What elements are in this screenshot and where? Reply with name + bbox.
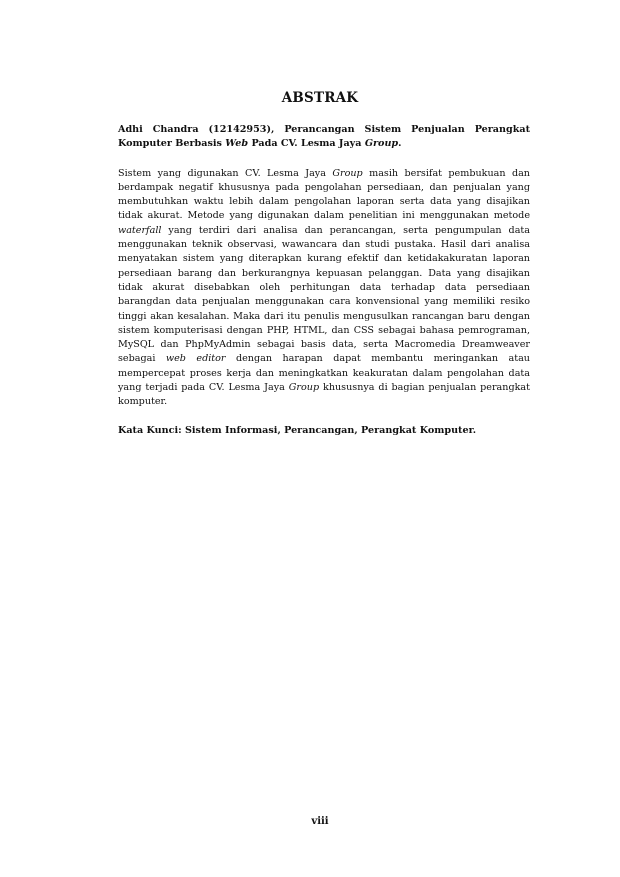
abstract-part4: dengan harapan dapat membantu meringankan atau mempercepat proses kerja dan meningkatkan keakuratan dalam pengolahan data yang terjadi pada CV. Lesma Jaya bbox=[118, 353, 530, 394]
abstract-italic-group1: Group bbox=[332, 167, 363, 179]
author-name: Adhi Chandra (12142953), bbox=[118, 124, 275, 135]
abstract-italic-waterfall: waterfall bbox=[118, 224, 162, 236]
thesis-title-end: . bbox=[398, 138, 402, 150]
thesis-title-part2: Pada CV. Lesma Jaya bbox=[251, 138, 362, 150]
keywords-line: Kata Kunci: Sistem Informasi, Perancangan, Perangkat Komputer. bbox=[118, 424, 477, 436]
abstract-italic-group2: Group bbox=[288, 382, 320, 394]
abstract-part1: Sistem yang digunakan CV. Lesma Jaya bbox=[118, 167, 326, 179]
abstract-italic-webeditor: web editor bbox=[165, 353, 226, 365]
abstract-content bbox=[118, 123, 530, 438]
thesis-title-group: Group bbox=[364, 138, 399, 150]
thesis-title-web: Web bbox=[225, 138, 249, 150]
abstract-part3: yang terdiri dari analisa dan perancangan, serta pengumpulan data menggunakan teknik observasi, wawancara dan studi pustaka. Hasil dari analisa menyatakan sistem yang diterapkan kurang efektif dan ketidakakuratan laporan persediaan barang dan berkurangnya kepuasan pelanggan. Data yang disajikan tidak akurat disebabkan oleh perhitungan data terhadap data persediaan barangdan data penjualan menggunakan cara konvensional yang memiliki resiko tinggi akan kesalahan. Maka dari itu penulis mengusulkan rancangan baru dengan sistem komputerisasi dengan PHP, HTML, dan CSS sebagai bahasa pemrograman, MySQL dan PhpMyAdmin sebagai basis data, serta Macromedia Dreamweaver sebagai bbox=[118, 224, 530, 365]
thesis-title-part1: Perancangan Sistem Penjualan Perangkat Komputer Berbasis bbox=[118, 124, 531, 150]
page-number: viii bbox=[311, 816, 329, 827]
page-title: ABSTRAK bbox=[281, 90, 359, 106]
abstract-paragraph bbox=[118, 167, 530, 410]
citation-heading bbox=[118, 123, 530, 152]
abstract-part5: khususnya di bagian penjualan perangkat komputer. bbox=[118, 382, 530, 408]
abstract-part2: masih bersifat pembukuan dan berdampak negatif khususnya pada pengolahan persediaan, dan penjualan yang membutuhkan waktu lebih dalam pengolahan laporan serta data yang disajikan tidak akurat. Metode yang digunakan dalam penelitian ini menggunakan metode bbox=[118, 167, 530, 222]
